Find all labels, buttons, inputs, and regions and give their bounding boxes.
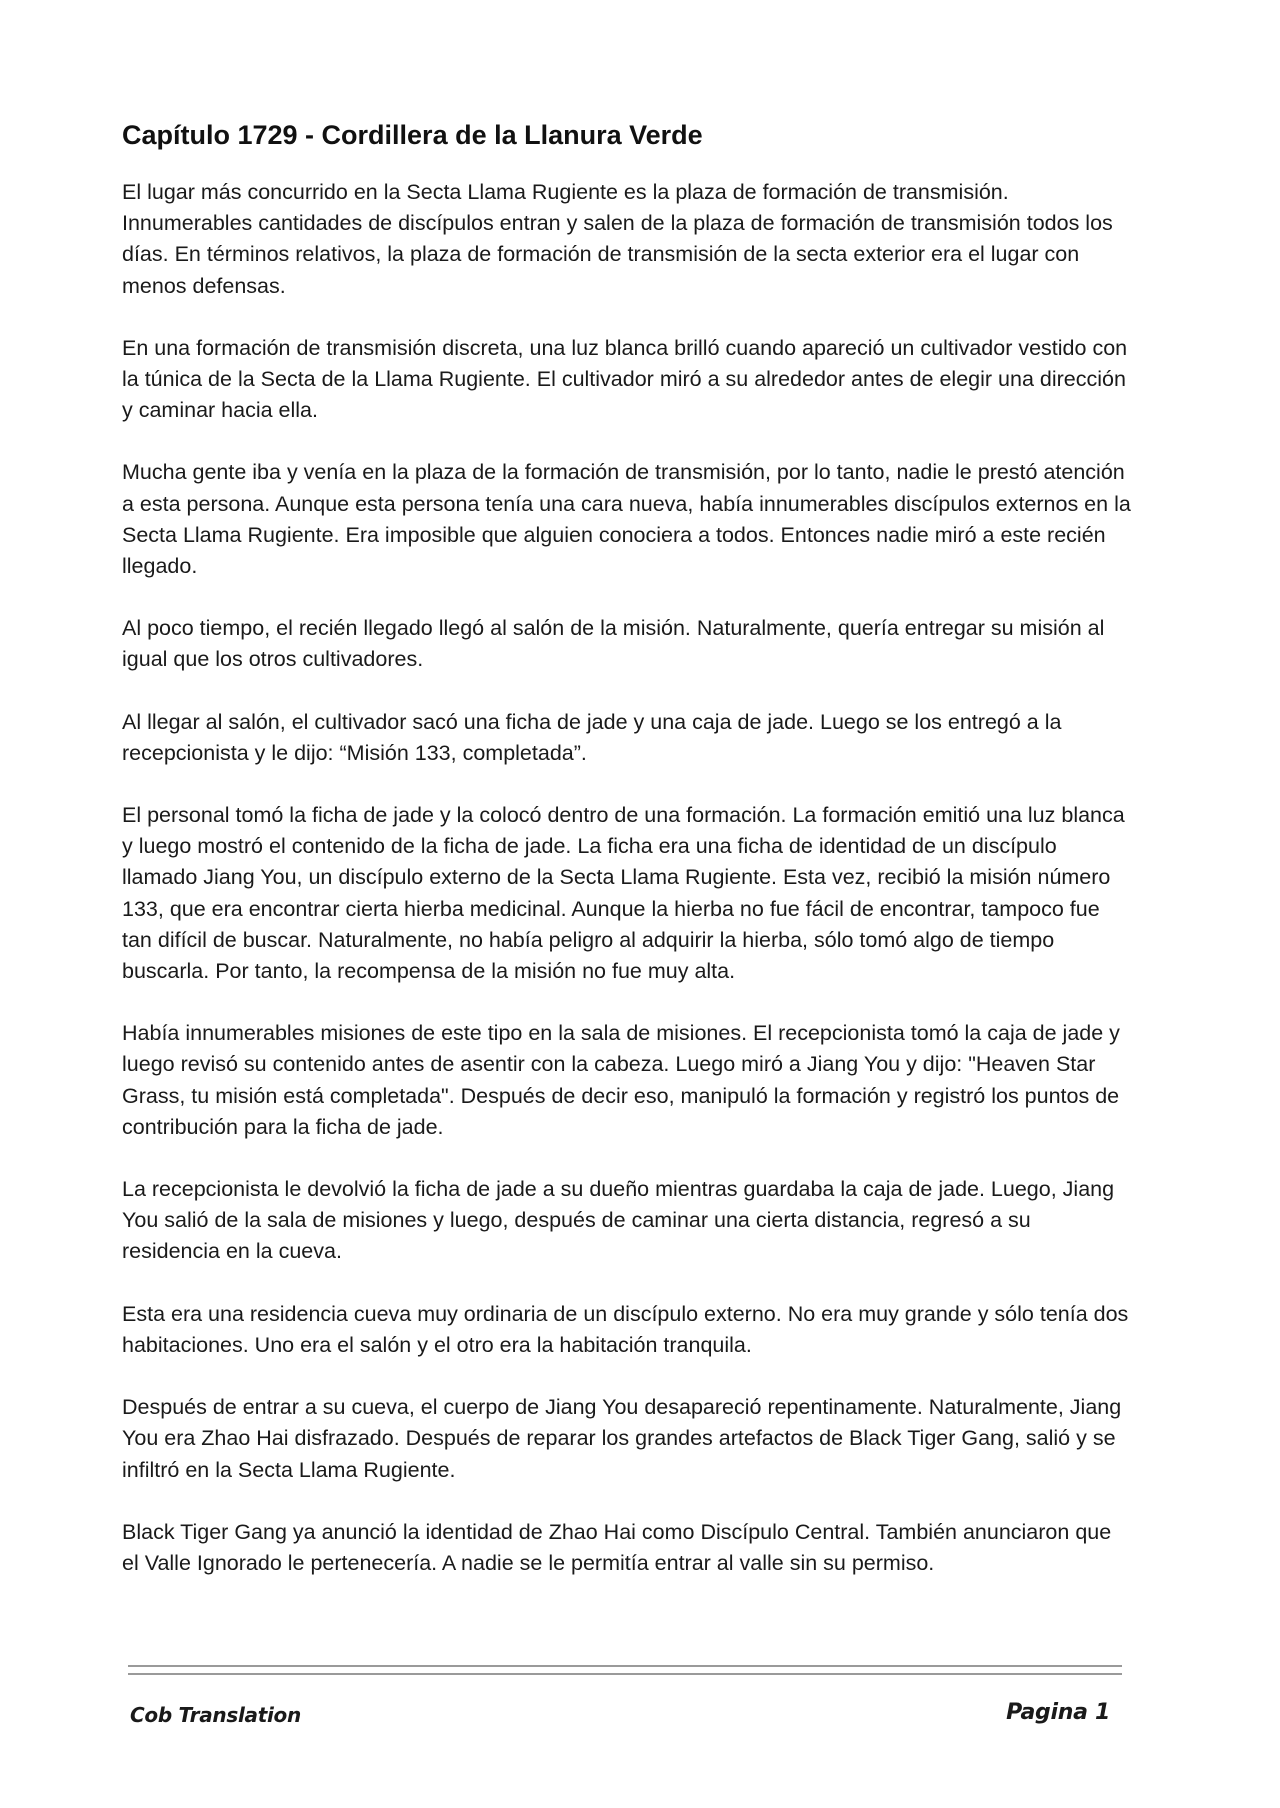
- paragraph: Esta era una residencia cueva muy ordinaria de un discípulo externo. No era muy grande y sólo tenía dos habitaciones. Uno era el salón y el otro era la habitación tranquila.: [122, 1301, 1129, 1357]
- paragraph: El personal tomó la ficha de jade y la colocó dentro de una formación. La formación emitió una luz blanca y luego mostró el contenido de la ficha de jade. La ficha era una ficha de identidad de un discípulo llamado Jiang You, un discípulo externo de la Secta Llama Rugiente. Esta vez, recibió la misión número 133, que era encontrar cierta hierba medicinal. Aunque la hierba no fue fácil de encontrar, tampoco fue tan difícil de buscar. Naturalmente, no había peligro al adquirir la hierba, sólo tomó algo de tiempo buscarla. Por tanto, la recompensa de la misión no fue muy alta.: [122, 803, 1125, 984]
- footer-page-number: Pagina 1: [1006, 1700, 1110, 1725]
- paragraph: Black Tiger Gang ya anunció la identidad de Zhao Hai como Discípulo Central. También anunciaron que el Valle Ignorado le pertenecería. A nadie se le permitía entrar al valle sin su permiso.: [122, 1519, 1112, 1575]
- footer-divider-bottom: [128, 1673, 1122, 1675]
- paragraph: Mucha gente iba y venía en la plaza de la formación de transmisión, por lo tanto, nadie le prestó atención a esta persona. Aunque esta persona tenía una cara nueva, había innumerables discípulos externos en la Secta Llama Rugiente. Era imposible que alguien conociera a todos. Entonces nadie miró a este recién llegado.: [122, 460, 1131, 579]
- paragraph: Al poco tiempo, el recién llegado llegó al salón de la misión. Naturalmente, quería entregar su misión al igual que los otros cultivadores.: [122, 616, 1105, 672]
- document-body: [122, 118, 1132, 1610]
- paragraph: Había innumerables misiones de este tipo en la sala de misiones. El recepcionista tomó la caja de jade y luego revisó su contenido antes de asentir con la cabeza. Luego miró a Jiang You y dijo: "Heaven Star Grass, tu misión está completada". Después de decir eso, manipuló la formación y registró los puntos de contribución para la ficha de jade.: [122, 1021, 1120, 1139]
- paragraph: En una formación de transmisión discreta, una luz blanca brilló cuando apareció un cultivador vestido con la túnica de la Secta de la Llama Rugiente. El cultivador miró a su alrededor antes de elegir una dirección y caminar hacia ella.: [122, 335, 1128, 423]
- paragraph: Después de entrar a su cueva, el cuerpo de Jiang You desapareció repentinamente. Naturalmente, Jiang You era Zhao Hai disfrazado. Después de reparar los grandes artefactos de Black Tiger Gang, salió y se infiltró en la Secta Llama Rugiente.: [122, 1395, 1122, 1482]
- footer-translator-credit: Cob Translation: [130, 1703, 301, 1727]
- paragraph: El lugar más concurrido en la Secta Llama Rugiente es la plaza de formación de transmisión. Innumerables cantidades de discípulos entran y salen de la plaza de formación de transmisión todos los días. En términos relativos, la plaza de formación de transmisión de la secta exterior era el lugar con menos defensas.: [122, 180, 1113, 298]
- paragraph: Al llegar al salón, el cultivador sacó una ficha de jade y una caja de jade. Luego se los entregó a la recepcionista y le dijo: “Misión 133, completada”.: [122, 709, 1062, 765]
- chapter-title: Capítulo 1729 - Cordillera de la Llanura Verde: [122, 120, 703, 150]
- footer-divider-top: [128, 1665, 1122, 1667]
- paragraph: La recepcionista le devolvió la ficha de jade a su dueño mientras guardaba la caja de jade. Luego, Jiang You salió de la sala de misiones y luego, después de caminar una cierta distancia, regresó a su residencia en la cueva.: [122, 1177, 1115, 1264]
